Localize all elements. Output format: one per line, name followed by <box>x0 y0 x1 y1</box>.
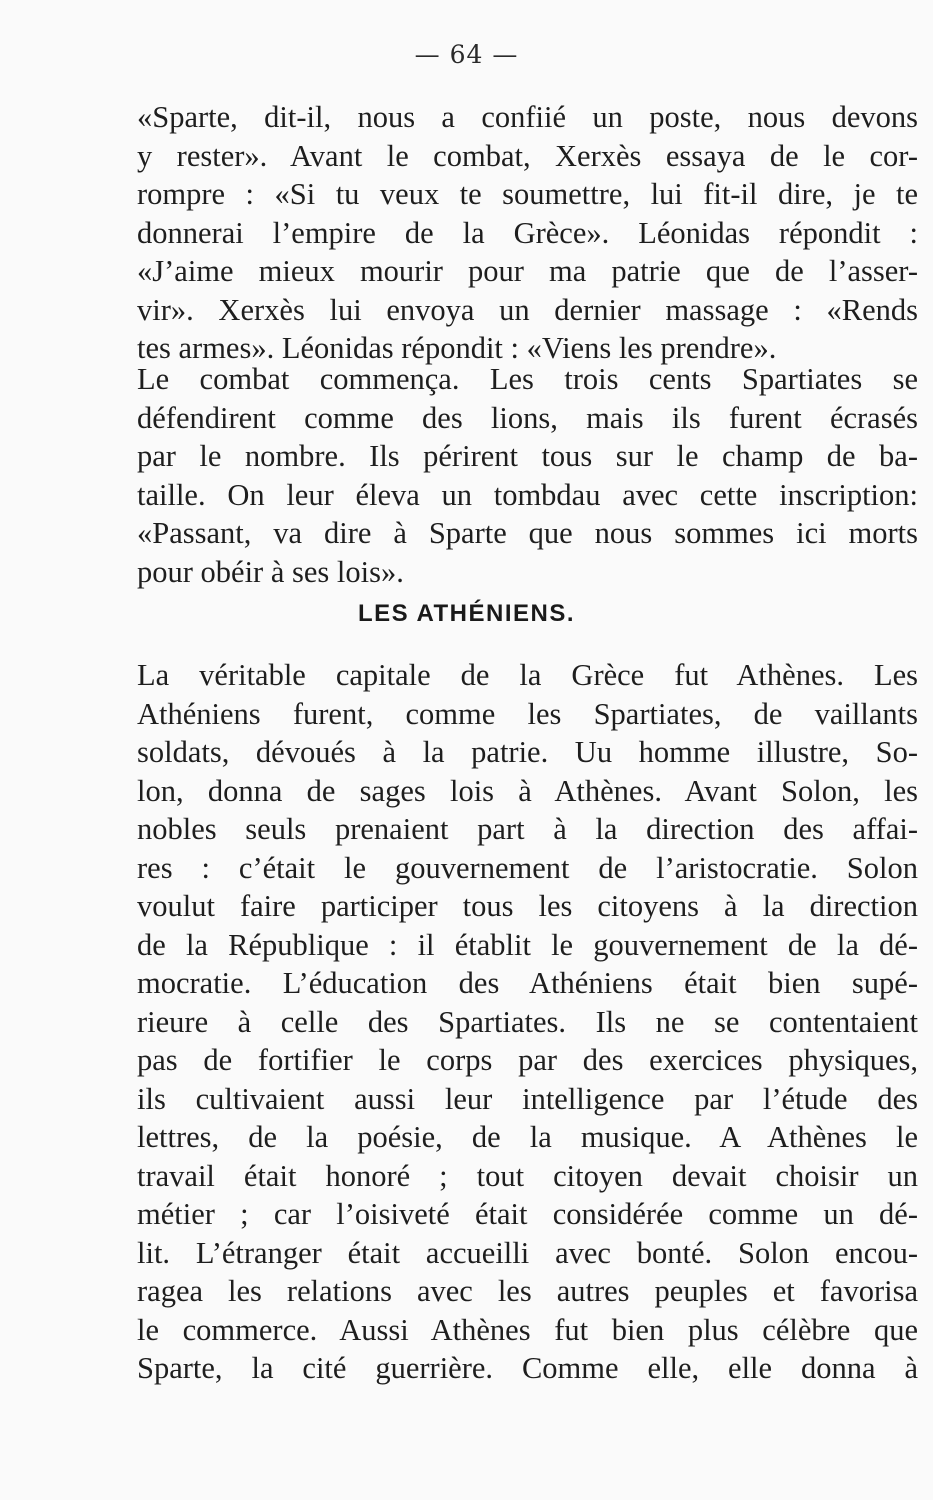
text-line: Sparte, la cité guerrière. Comme elle, elle donna à <box>137 1351 918 1385</box>
text-line: rieure à celle des Spartiates. Ils ne se contentaient <box>137 1004 918 1039</box>
text-line: soldats, dévoués à la patrie. Uu homme illustre, So- <box>137 735 918 769</box>
section-heading: LES ATHÉNIENS. <box>357 600 576 627</box>
text-line: mocratie. L’éducation des Athéniens était bien supé- <box>137 966 918 1000</box>
text-line: y rester». Avant le combat, Xerxès essaya de le cor- <box>137 138 918 173</box>
text-line: La véritable capitale de la Grèce fut Athènes. Les <box>137 658 918 692</box>
text-line: res : c’était le gouvernement de l’aristocratie. Solon <box>137 850 918 885</box>
text-line: ils cultivaient aussi leur intelligence par l’étude des <box>137 1081 918 1116</box>
text-line: «Passant, va dire à Sparte que nous sommes ici morts <box>137 516 918 550</box>
text-line: taille. On leur éleva un tombdau avec cette inscription: <box>137 477 918 512</box>
text-line: tes armes». Léonidas répondit : «Viens les prendre». <box>137 331 777 365</box>
text-line: de la République : il établit le gouvernement de la dé- <box>137 927 918 962</box>
text-line: nobles seuls prenaient part à la direction des affai- <box>137 812 918 846</box>
text-line: par le nombre. Ils périrent tous sur le champ de ba- <box>137 439 918 473</box>
text-line: pour obéir à ses lois». <box>137 554 404 589</box>
page-number: — 64 — <box>414 40 519 69</box>
text-line: métier ; car l’oisiveté était considérée comme un dé- <box>137 1197 918 1231</box>
text-line: donnerai l’empire de la Grèce». Léonidas répondit : <box>137 215 918 250</box>
text-line: lit. L’étranger était accueilli avec bonté. Solon encou- <box>137 1235 918 1270</box>
text-line: «Sparte, dit-il, nous a confiié un poste, nous devons <box>137 100 918 134</box>
text-line: pas de fortifier le corps par des exercices physiques, <box>137 1043 918 1077</box>
paragraph-leonidas-reply <box>137 98 918 368</box>
text-line: Athéniens furent, comme les Spartiates, de vaillants <box>137 696 918 731</box>
text-line: voulut faire participer tous les citoyens à la direction <box>137 889 918 923</box>
text-line: le commerce. Aussi Athènes fut bien plus célèbre que <box>137 1312 918 1347</box>
text-line: travail était honoré ; tout citoyen devait choisir un <box>137 1158 918 1193</box>
text-line: lon, donna de sages lois à Athènes. Avant Solon, les <box>137 773 918 808</box>
text-line: «J’aime mieux mourir pour ma patrie que de l’asser- <box>137 254 918 288</box>
text-line: défendirent comme des lions, mais ils furent écrasés <box>137 400 918 435</box>
text-line: rompre : «Si tu veux te soumettre, lui fit-il dire, je te <box>137 177 918 211</box>
text-line: Le combat commença. Les trois cents Spartiates se <box>137 362 918 396</box>
text-line: ragea les relations avec les autres peuples et favorisa <box>137 1274 918 1308</box>
text-line: vir». Xerxès lui envoya un dernier massage : «Rends <box>137 292 918 327</box>
paragraph-athenians <box>137 656 918 1388</box>
paragraph-battle <box>137 360 918 591</box>
text-line: lettres, de la poésie, de la musique. A Athènes le <box>137 1120 918 1154</box>
